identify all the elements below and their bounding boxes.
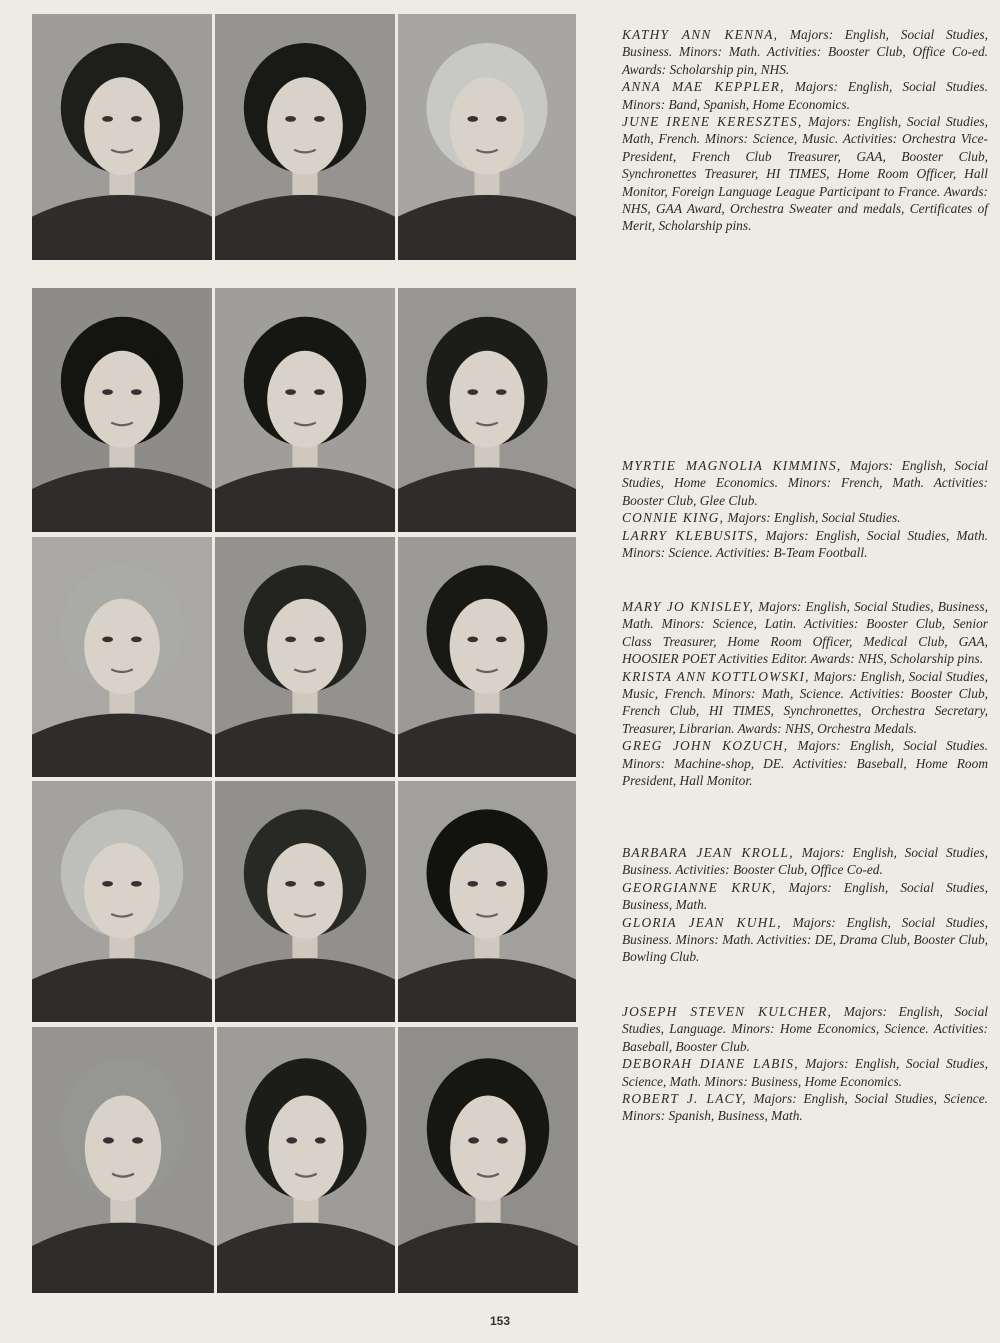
student-name: CONNIE KING, [622, 510, 725, 526]
entry-kottlowski [622, 668, 988, 738]
student-name: MYRTIE MAGNOLIA KIMMINS, [622, 458, 842, 473]
student-details: Majors: English, Social Studies, Business. Minors: Math. Activities: Booster Club, Office Co-ed. Awards: Scholarship pin, NHS. [622, 27, 988, 77]
student-name: JOSEPH STEVEN KULCHER, [622, 1004, 833, 1019]
entry-lacy [622, 1090, 988, 1125]
entry-kruk [622, 879, 988, 914]
student-details: Majors: English, Social Studies, Business, Math. [622, 879, 988, 913]
student-details: Majors: English, Social Studies, Math. Minors: Science. Activities: B-Team Football. [622, 527, 988, 561]
student-details: Majors: English, Social Studies, Business. Minors: Math. Activities: DE, Drama Club, Booster Club, Bowling Club. [622, 914, 988, 965]
entry-kuhl [622, 914, 988, 966]
portrait-image [217, 1027, 395, 1293]
student-details: Majors: English, Social Studies, Music, French. Minors: Math, Science. Activities: Booster Club, French Club, HI TIMES, Synchronettes, Orchestra Secretary, Treasurer, Librarian. Awards: NHS, Orchestra Medals. [622, 668, 988, 736]
entry-keresztes [622, 113, 988, 235]
student-details: Majors: English, Social Studies. Minors: Machine-shop, DE. Activities: Baseball, Home Room President, Hall Monitor. [622, 738, 988, 789]
entry-keppler [622, 78, 988, 113]
portrait-image [32, 781, 212, 1022]
student-details: Majors: English, Social Studies. Minors: Band, Spanish, Home Economics. [622, 79, 988, 112]
page-number: 153 [489, 1314, 511, 1328]
student-details: Majors: English, Social Studies, Science, Math. Minors: Business, Home Economics. [622, 1056, 988, 1089]
portrait-krista-ann-kottlowski [215, 537, 395, 777]
student-details: Majors: English, Social Studies, Language. Minors: Home Economics, Science. Activities: Baseball, Booster Club. [622, 1004, 988, 1054]
portrait-image [32, 1027, 214, 1293]
portrait-image [215, 288, 395, 532]
entry-klebusits [622, 527, 988, 562]
caption-group-2 [622, 457, 988, 561]
entry-kulcher [622, 1003, 988, 1055]
portrait-image [32, 14, 212, 260]
caption-group-1 [622, 26, 988, 235]
student-name: GLORIA JEAN KUHL, [622, 914, 782, 930]
portrait-image [215, 781, 395, 1022]
student-details: Majors: English, Social Studies, Home Economics. Minors: French, Math. Activities: Booster Club, Glee Club. [622, 458, 988, 508]
student-details: Majors: English, Social Studies, Business, Math. Minors: Science, Latin. Activities: Booster Club, Senior Class Treasurer, Home Room Officer, Medical Club, GAA, HOOSIER POET Activities Editor. Awards: NHS, Scholarship pins. [622, 599, 988, 667]
portrait-gloria-jean-kuhl [398, 781, 576, 1022]
portrait-june-irene-keresztes [398, 14, 576, 260]
portrait-image [215, 537, 395, 777]
student-name: BARBARA JEAN KROLL, [622, 845, 794, 860]
student-name: GREG JOHN KOZUCH, [622, 738, 789, 754]
portrait-mary-jo-knisley [32, 537, 212, 777]
student-details: Majors: English, Social Studies, Science. Minors: Spanish, Business, Math. [622, 1091, 989, 1124]
caption-group-4 [622, 844, 988, 966]
student-details: Majors: English, Social Studies, Business. Activities: Booster Club, Office Co-ed. [622, 845, 988, 878]
portrait-image [398, 781, 576, 1022]
portrait-deborah-diane-labis [217, 1027, 395, 1293]
portrait-greg-john-kozuch [398, 537, 576, 777]
student-name: DEBORAH DIANE LABIS, [622, 1056, 799, 1072]
entry-kroll [622, 844, 988, 879]
student-name: KATHY ANN KENNA, [622, 27, 779, 42]
student-name: JUNE IRENE KERESZTES, [622, 114, 803, 130]
entry-labis [622, 1055, 988, 1090]
portrait-anna-mae-keppler [215, 14, 395, 260]
student-name: MARY JO KNISLEY, [622, 599, 755, 614]
entry-kozuch [622, 737, 988, 789]
student-details: Majors: English, Social Studies, Math, French. Minors: Science, Music. Activities: Orchestra Vice-President, French Club Treasurer, GAA, Booster Club, Synchronettes Treasurer, HI TIMES, Home Room Officer, Hall Monitor, Foreign Language League Participant to France. Awards: NHS, GAA Award, Orchestra Sweater and medals, Certificates of Merit, Scholarship pins. [622, 114, 988, 234]
caption-group-3 [622, 598, 988, 789]
portrait-image [32, 288, 212, 532]
student-name: KRISTA ANN KOTTLOWSKI, [622, 668, 810, 684]
portrait-larry-klebusits [398, 288, 576, 532]
portrait-myrtie-magnolia-kimmins [32, 288, 212, 532]
portrait-georgianne-kruk [215, 781, 395, 1022]
portrait-connie-king [215, 288, 395, 532]
student-name: LARRY KLEBUSITS, [622, 527, 759, 543]
student-name: ROBERT J. LACY, [622, 1091, 747, 1107]
entry-king [622, 509, 988, 526]
entry-knisley [622, 598, 988, 668]
portrait-barbara-jean-kroll [32, 781, 212, 1022]
portrait-image [398, 288, 576, 532]
student-name: GEORGIANNE KRUK, [622, 879, 777, 895]
portrait-image [398, 537, 576, 777]
caption-group-5 [622, 1003, 988, 1125]
portrait-image [32, 537, 212, 777]
portrait-kathy-ann-kenna [32, 14, 212, 260]
student-details: Majors: English, Social Studies. [724, 510, 901, 526]
entry-kenna [622, 26, 988, 78]
portrait-robert-j-lacy [398, 1027, 578, 1293]
portrait-joseph-steven-kulcher [32, 1027, 214, 1293]
portrait-image [398, 14, 576, 260]
portrait-image [215, 14, 395, 260]
student-name: ANNA MAE KEPPLER, [622, 79, 785, 95]
entry-kimmins [622, 457, 988, 509]
portrait-image [398, 1027, 578, 1293]
